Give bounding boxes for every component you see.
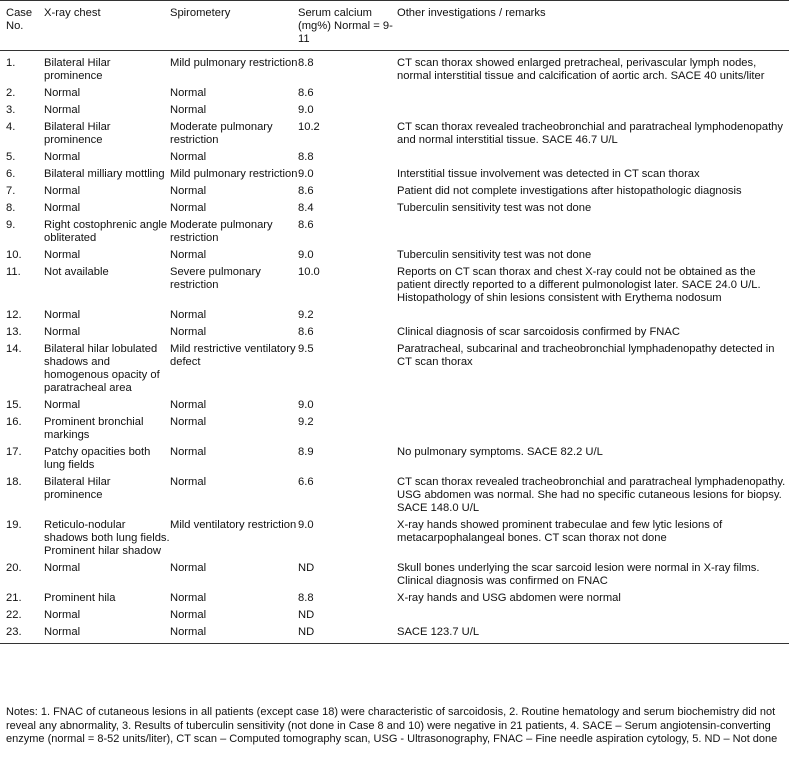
xray-cell: Right costophrenic angle obliterated bbox=[44, 219, 168, 244]
calcium-cell: 8.8 bbox=[298, 592, 314, 604]
spirometry-cell: Normal bbox=[170, 609, 207, 621]
table-row bbox=[0, 219, 789, 249]
xray-cell: Normal bbox=[44, 562, 81, 574]
calcium-cell: 10.0 bbox=[298, 266, 320, 278]
remarks-cell bbox=[397, 399, 789, 416]
table-row bbox=[0, 51, 789, 88]
case-cell: 4. bbox=[6, 121, 16, 133]
table-row bbox=[0, 609, 789, 626]
xray-cell: Normal bbox=[44, 609, 81, 621]
calcium-cell: 9.0 bbox=[298, 168, 314, 180]
xray-cell: Prominent hila bbox=[44, 592, 116, 604]
table-row bbox=[0, 446, 789, 476]
case-cell: 10. bbox=[6, 249, 22, 261]
calcium-cell: 9.5 bbox=[298, 343, 314, 355]
table-row bbox=[0, 202, 789, 219]
xray-cell: Bilateral Hilar prominence bbox=[44, 57, 111, 82]
calcium-cell: 8.6 bbox=[298, 219, 314, 231]
xray-cell: Bilateral milliary mottling bbox=[44, 168, 165, 180]
remarks-cell: Reports on CT scan thorax and chest X-ray could not be obtained as the patient directly reported to a different pulmonologist later. SACE 24.0 U/L. Histopathology of shin lesions consistent with Erythema nodosum bbox=[397, 266, 761, 304]
remarks-cell: Tuberculin sensitivity test was not done bbox=[397, 249, 592, 261]
xray-cell: Bilateral hilar lobulated shadows and homogenous opacity of paratracheal area bbox=[44, 343, 160, 394]
spirometry-cell: Normal bbox=[170, 562, 207, 574]
case-cell: 23. bbox=[6, 626, 22, 638]
case-cell: 17. bbox=[6, 446, 22, 458]
xray-cell: Normal bbox=[44, 249, 81, 261]
table-row bbox=[0, 476, 789, 519]
spirometry-cell: Normal bbox=[170, 249, 207, 261]
header-remarks: Other investigations / remarks bbox=[397, 7, 546, 19]
table-row bbox=[0, 519, 789, 562]
case-cell: 13. bbox=[6, 326, 22, 338]
spirometry-cell: Severe pulmonary restriction bbox=[170, 266, 261, 291]
spirometry-cell: Normal bbox=[170, 416, 207, 428]
remarks-cell: CT scan thorax revealed tracheobronchial and paratracheal lymphodenopathy and normal interstitial tissue. SACE 46.7 U/L bbox=[397, 121, 784, 146]
table-row bbox=[0, 121, 789, 151]
xray-cell: Normal bbox=[44, 87, 81, 99]
calcium-cell: 8.8 bbox=[298, 151, 314, 163]
case-cell: 12. bbox=[6, 309, 22, 321]
xray-cell: Prominent bronchial markings bbox=[44, 416, 144, 441]
header-xray: X-ray chest bbox=[44, 7, 101, 19]
xray-cell: Bilateral Hilar prominence bbox=[44, 476, 111, 501]
spirometry-cell: Mild restrictive ventilatory defect bbox=[170, 343, 296, 368]
header-row bbox=[0, 1, 789, 51]
remarks-cell: No pulmonary symptoms. SACE 82.2 U/L bbox=[397, 446, 603, 458]
table-header bbox=[0, 1, 789, 51]
table-row bbox=[0, 309, 789, 326]
calcium-cell: 10.2 bbox=[298, 121, 320, 133]
table-row bbox=[0, 185, 789, 202]
case-cell: 5. bbox=[6, 151, 16, 163]
case-cell: 7. bbox=[6, 185, 16, 197]
calcium-cell: 8.4 bbox=[298, 202, 314, 214]
case-cell: 16. bbox=[6, 416, 22, 428]
xray-cell: Normal bbox=[44, 104, 81, 116]
table-row bbox=[0, 266, 789, 309]
table-row bbox=[0, 416, 789, 446]
calcium-cell: 9.0 bbox=[298, 104, 314, 116]
case-cell: 6. bbox=[6, 168, 16, 180]
table-row bbox=[0, 343, 789, 399]
xray-cell: Normal bbox=[44, 309, 81, 321]
case-cell: 2. bbox=[6, 87, 16, 99]
remarks-cell: Skull bones underlying the scar sarcoid lesion were normal in X-ray films. Clinical diagnosis was confirmed on FNAC bbox=[397, 562, 760, 587]
remarks-cell bbox=[397, 87, 789, 104]
case-cell: 3. bbox=[6, 104, 16, 116]
xray-cell: Normal bbox=[44, 626, 81, 638]
remarks-cell bbox=[397, 609, 789, 626]
xray-cell: Not available bbox=[44, 266, 109, 278]
calcium-cell: 8.6 bbox=[298, 87, 314, 99]
spirometry-cell: Moderate pulmonary restriction bbox=[170, 219, 273, 244]
case-cell: 11. bbox=[6, 266, 21, 278]
table-row bbox=[0, 626, 789, 644]
xray-cell: Normal bbox=[44, 202, 81, 214]
case-cell: 1. bbox=[6, 57, 16, 69]
remarks-cell: X-ray hands and USG abdomen were normal bbox=[397, 592, 621, 604]
remarks-cell bbox=[397, 219, 789, 249]
xray-cell: Patchy opacities both lung fields bbox=[44, 446, 151, 471]
remarks-cell bbox=[397, 416, 789, 446]
case-cell: 15. bbox=[6, 399, 22, 411]
spirometry-cell: Normal bbox=[170, 87, 207, 99]
spirometry-cell: Mild ventilatory restriction bbox=[170, 519, 297, 531]
calcium-cell: 8.6 bbox=[298, 185, 314, 197]
case-cell: 21. bbox=[6, 592, 22, 604]
xray-cell: Normal bbox=[44, 185, 81, 197]
spirometry-cell: Normal bbox=[170, 185, 207, 197]
spirometry-cell: Normal bbox=[170, 202, 207, 214]
calcium-cell: 9.0 bbox=[298, 249, 314, 261]
remarks-cell: Patient did not complete investigations after histopathologic diagnosis bbox=[397, 185, 742, 197]
remarks-cell: CT scan thorax revealed tracheobronchial and paratracheal lymphadenopathy. USG abdomen was normal. She had no specific cutaneous lesions for biopsy. SACE 148.0 U/L bbox=[397, 476, 786, 514]
table-row bbox=[0, 562, 789, 592]
table-body bbox=[0, 51, 789, 644]
remarks-cell: Paratracheal, subcarinal and tracheobronchial lymphadenopathy detected in CT scan thorax bbox=[397, 343, 775, 368]
table-row bbox=[0, 399, 789, 416]
spirometry-cell: Normal bbox=[170, 309, 207, 321]
table-row bbox=[0, 151, 789, 168]
spirometry-cell: Normal bbox=[170, 446, 207, 458]
spirometry-cell: Normal bbox=[170, 476, 207, 488]
table-row bbox=[0, 87, 789, 104]
calcium-cell: ND bbox=[298, 562, 315, 574]
xray-cell: Reticulo-nodular shadows both lung fields. Prominent hilar shadow bbox=[44, 519, 170, 557]
spirometry-cell: Normal bbox=[170, 104, 207, 116]
remarks-cell bbox=[397, 309, 789, 326]
xray-cell: Normal bbox=[44, 326, 81, 338]
xray-cell: Normal bbox=[44, 399, 81, 411]
remarks-cell: CT scan thorax showed enlarged pretracheal, perivascular lymph nodes, normal interstitial tissue and calcification of aortic arch. SACE 40 units/liter bbox=[397, 57, 765, 82]
case-cell: 9. bbox=[6, 219, 16, 231]
remarks-cell: Tuberculin sensitivity test was not done bbox=[397, 202, 592, 214]
table-row bbox=[0, 104, 789, 121]
calcium-cell: 9.0 bbox=[298, 399, 314, 411]
remarks-cell: SACE 123.7 U/L bbox=[397, 626, 480, 638]
spirometry-cell: Moderate pulmonary restriction bbox=[170, 121, 273, 146]
case-cell: 18. bbox=[6, 476, 22, 488]
spirometry-cell: Normal bbox=[170, 326, 207, 338]
table-row bbox=[0, 592, 789, 609]
spirometry-cell: Mild pulmonary restriction bbox=[170, 57, 298, 69]
xray-cell: Normal bbox=[44, 151, 81, 163]
remarks-cell: Interstitial tissue involvement was detected in CT scan thorax bbox=[397, 168, 700, 180]
case-cell: 20. bbox=[6, 562, 22, 574]
case-cell: 14. bbox=[6, 343, 22, 355]
calcium-cell: 8.8 bbox=[298, 57, 314, 69]
spirometry-cell: Normal bbox=[170, 592, 207, 604]
remarks-cell: Clinical diagnosis of scar sarcoidosis confirmed by FNAC bbox=[397, 326, 680, 338]
remarks-cell bbox=[397, 151, 789, 168]
calcium-cell: ND bbox=[298, 609, 315, 621]
calcium-cell: 9.2 bbox=[298, 416, 314, 428]
table-row bbox=[0, 326, 789, 343]
table-row bbox=[0, 168, 789, 185]
spirometry-cell: Mild pulmonary restriction bbox=[170, 168, 298, 180]
xray-cell: Bilateral Hilar prominence bbox=[44, 121, 111, 146]
header-case: Case No. bbox=[6, 7, 33, 32]
case-cell: 19. bbox=[6, 519, 22, 531]
remarks-cell: X-ray hands showed prominent trabeculae and few lytic lesions of metacarpophalangeal bones. CT scan thorax not done bbox=[397, 519, 723, 544]
remarks-cell bbox=[397, 104, 789, 121]
calcium-cell: ND bbox=[298, 626, 315, 638]
header-calcium: Serum calcium (mg%) Normal = 9-11 bbox=[298, 7, 393, 45]
spirometry-cell: Normal bbox=[170, 399, 207, 411]
calcium-cell: 9.2 bbox=[298, 309, 314, 321]
calcium-cell: 9.0 bbox=[298, 519, 314, 531]
spirometry-cell: Normal bbox=[170, 626, 207, 638]
calcium-cell: 8.6 bbox=[298, 326, 314, 338]
calcium-cell: 8.9 bbox=[298, 446, 314, 458]
case-cell: 22. bbox=[6, 609, 22, 621]
table-row bbox=[0, 249, 789, 266]
spirometry-cell: Normal bbox=[170, 151, 207, 163]
table-notes: Notes: 1. FNAC of cutaneous lesions in all patients (except case 18) were characteristic of sarcoidosis, 2. Routine hematology and serum biochemistry did not reveal any abnormality, 3. Results of tuberculin sensitivity (not done in Case 8 and 10) were negative in 21 patients, 4. SACE – Serum angiotensin-converting enzyme (normal = 8-52 units/liter), CT scan – Computed tomography scan, USG - Ultrasonography, FNAC – Fine needle aspiration cytology, 5. ND – Not done bbox=[6, 706, 778, 745]
case-cell: 8. bbox=[6, 202, 16, 214]
calcium-cell: 6.6 bbox=[298, 476, 314, 488]
header-spirometry: Spirometery bbox=[170, 7, 231, 19]
